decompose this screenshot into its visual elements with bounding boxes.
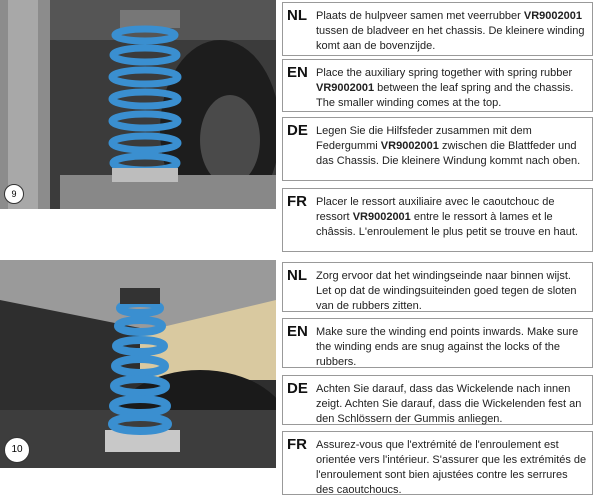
instruction-text: Legen Sie die Hilfsfeder zusammen mit dem Federgummi VR9002001 zwischen die Blattfeder und das Chassis. Die kleinere Windung kommt nach oben. [316, 125, 581, 167]
instruction-text: Placer le ressort auxiliaire avec le caoutchouc de ressort VR9002001 entre le ressort à lames et le châssis. L'enroulement le plus petit se trouve en haut. [316, 196, 578, 238]
spring-install-illustration [0, 260, 276, 468]
photo-step-9 [0, 0, 276, 209]
instruction-box-de [282, 375, 593, 425]
step-number-badge: 10 [4, 437, 30, 463]
instruction-text: Zorg ervoor dat het windingseinde naar binnen wijst. Let op dat de windingsuiteinden goed tegen de sloten van de rubbers zitten. [316, 270, 577, 312]
spring-install-illustration [0, 0, 276, 209]
instruction-box-de [282, 117, 593, 181]
language-code: EN [287, 323, 308, 340]
instruction-text: Place the auxiliary spring together with spring rubber VR9002001 between the leaf spring and the chassis. The smaller winding comes at the top. [316, 67, 574, 109]
instruction-box-fr [282, 188, 593, 252]
instruction-text: Assurez-vous que l'extrémité de l'enroulement est orientée vers l'intérieur. S'assurer que les extrémités de l'enroulement sont bien ajustées contre les serrures des caoutchoucs. [316, 439, 587, 496]
language-code: NL [287, 7, 307, 24]
language-code: EN [287, 64, 308, 81]
language-code: NL [287, 267, 307, 284]
instruction-box-en [282, 318, 593, 368]
language-code: FR [287, 436, 307, 453]
language-code: FR [287, 193, 307, 210]
photo-step-10 [0, 260, 276, 468]
step-number-badge: 9 [4, 184, 24, 204]
instruction-text: Plaats de hulpveer samen met veerrubber VR9002001 tussen de bladveer en het chassis. De kleinere winding komt aan de bovenzijde. [316, 10, 585, 52]
instruction-box-nl [282, 2, 593, 56]
instruction-box-nl [282, 262, 593, 312]
instruction-box-fr [282, 431, 593, 495]
instruction-text: Make sure the winding end points inwards. Make sure the winding ends are snug against the locks of the rubbers. [316, 326, 579, 368]
language-code: DE [287, 122, 308, 139]
instruction-text: Achten Sie darauf, dass das Wickelende nach innen zeigt. Achten Sie darauf, dass die Wickelenden fest an den Schlössern der Gummis anliegen. [316, 383, 582, 425]
instruction-box-en [282, 59, 593, 112]
language-code: DE [287, 380, 308, 397]
